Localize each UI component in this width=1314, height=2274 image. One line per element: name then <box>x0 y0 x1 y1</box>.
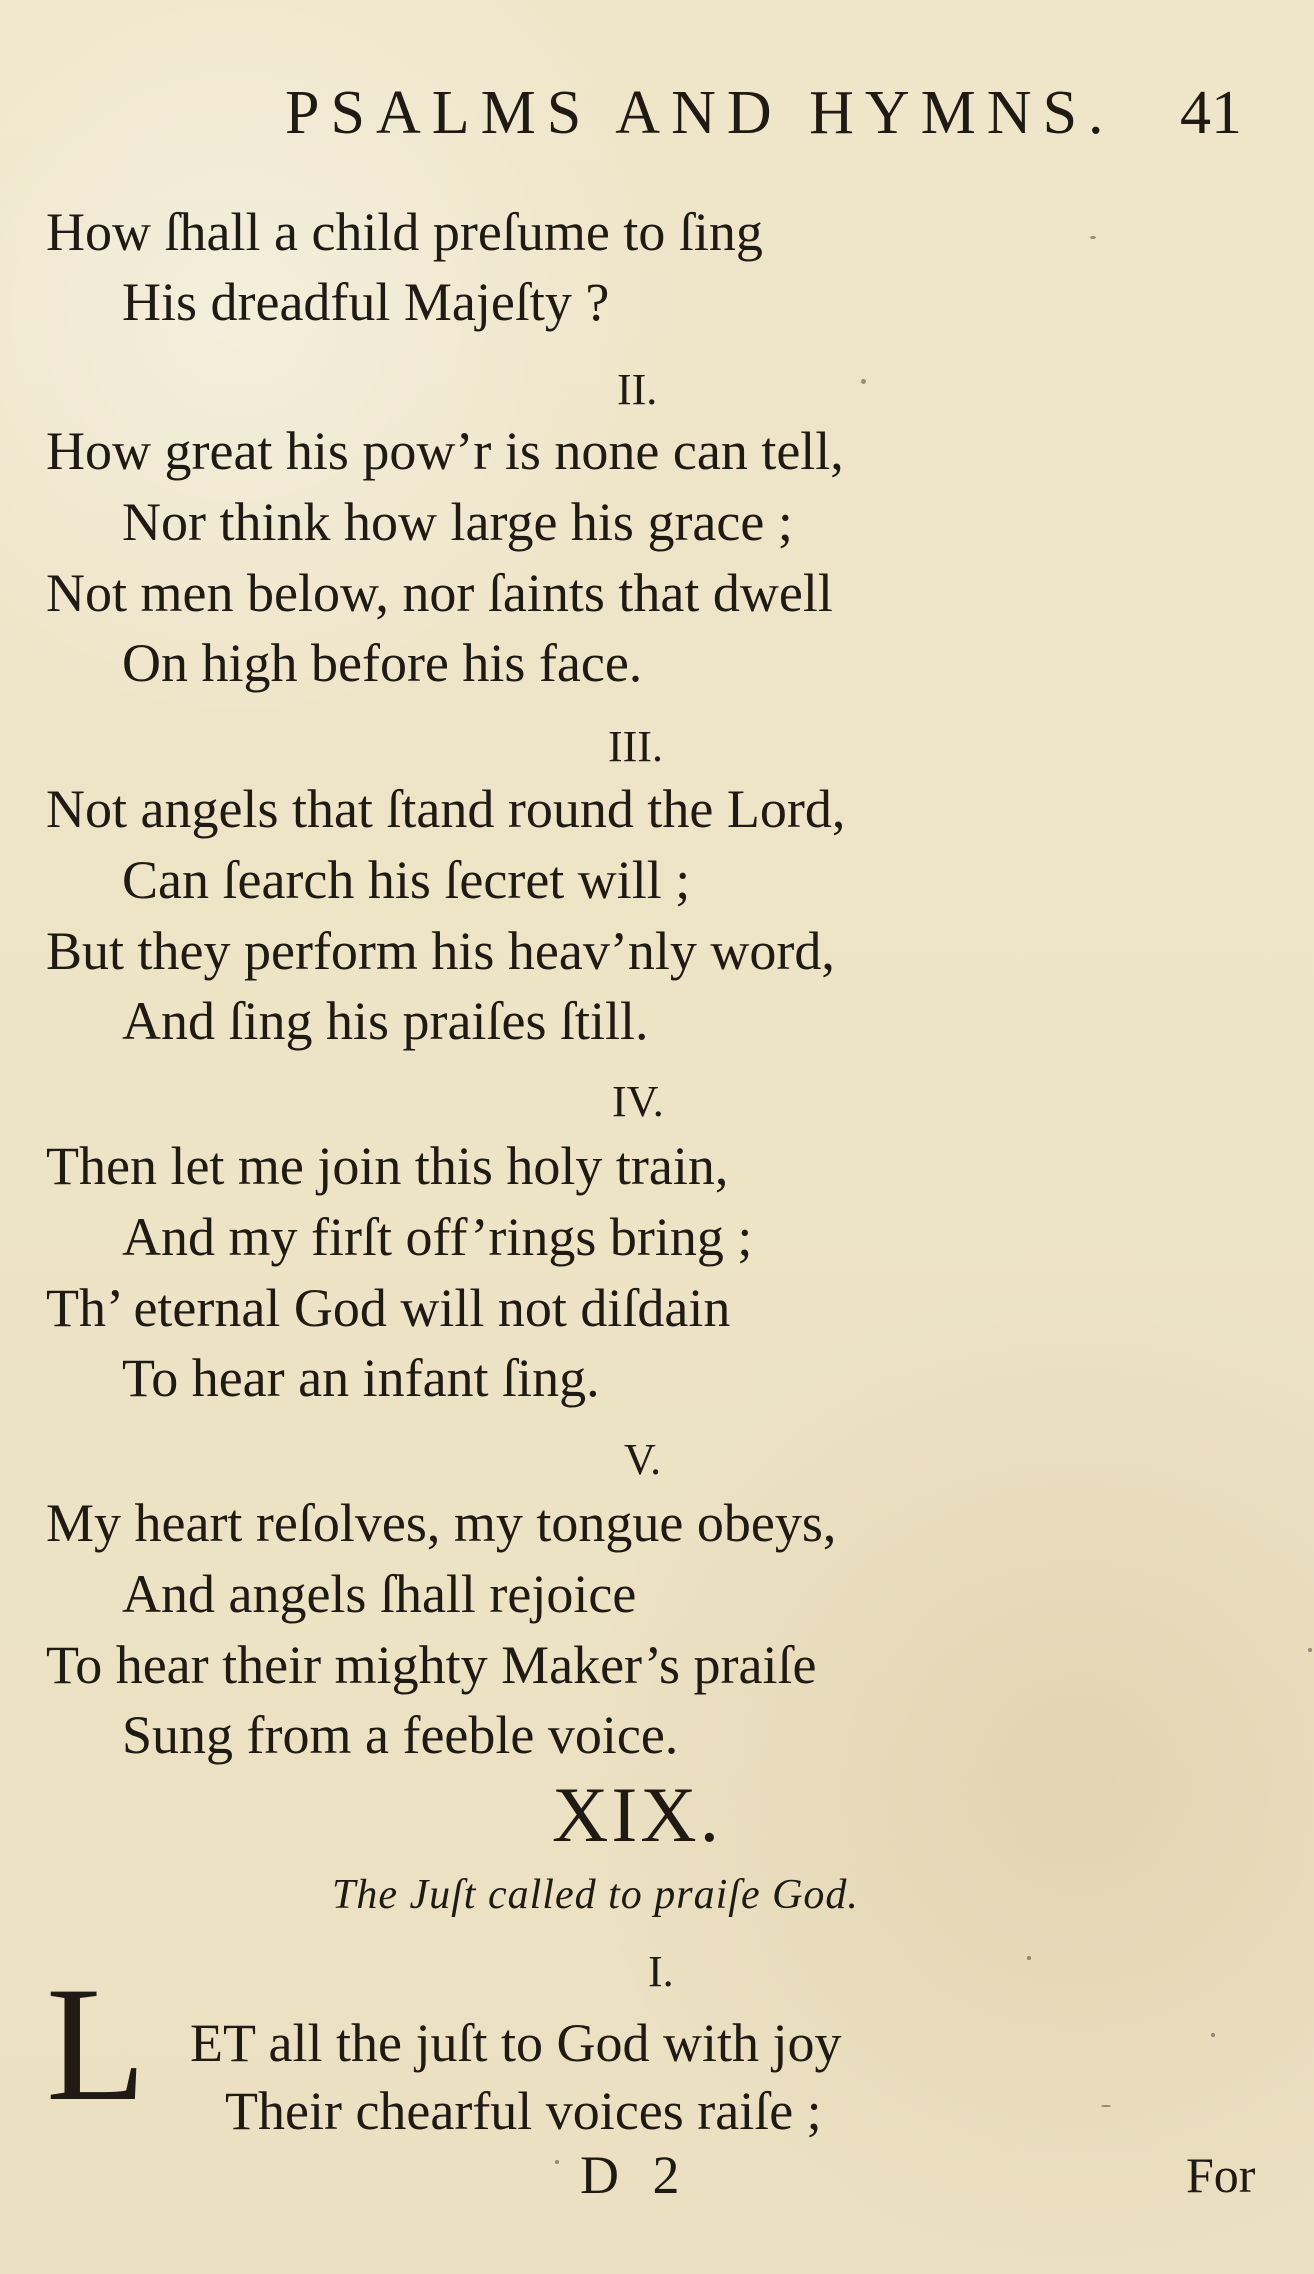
paper-mark <box>1027 1956 1031 1960</box>
paper-mark <box>555 2160 559 2164</box>
paper-mark <box>861 379 866 384</box>
stanza-5-line-1: My heart reſolves, my tongue obeys, <box>46 1493 837 1553</box>
stanza-4-line-3: Th’ eternal God will not diſdain <box>46 1278 731 1338</box>
hymn-line-2: Their chearful voices raiſe ; <box>225 2081 822 2141</box>
hymn-title: The Juſt called to praiſe God. <box>332 1872 859 1918</box>
paper-mark <box>1101 2105 1111 2107</box>
paper-mark <box>1308 1648 1312 1652</box>
stanza-number-ii: II. <box>617 365 658 414</box>
stanza-2-line-3: Not men below, nor ſaints that dwell <box>46 563 833 623</box>
stanza-3-line-2: Can ſearch his ſecret will ; <box>122 850 691 910</box>
stanza-4-line-2: And my firſt off’rings bring ; <box>122 1207 753 1267</box>
running-head: PSALMS AND HYMNS. <box>285 79 1115 147</box>
stanza-4-line-4: To hear an infant ſing. <box>122 1348 600 1408</box>
stanza-2-line-1: How great his pow’r is none can tell, <box>46 421 844 481</box>
stanza-2-line-2: Nor think how large his grace ; <box>122 492 793 552</box>
stanza-5-line-3: To hear their mighty Maker’s praiſe <box>46 1635 817 1695</box>
stanza-5-line-4: Sung from a feeble voice. <box>122 1705 679 1765</box>
stanza-1-line-1: How ſhall a child preſume to ſing <box>46 202 763 262</box>
paper-mark <box>1090 236 1096 239</box>
stanza-3-line-3: But they perform his heav’nly word, <box>46 921 835 981</box>
stanza-3-line-1: Not angels that ſtand round the Lord, <box>46 779 846 839</box>
stanza-number-iv: IV. <box>612 1077 664 1126</box>
paper-mark <box>1211 2033 1215 2037</box>
stanza-1-line-2: His dreadful Majeſty ? <box>122 272 610 332</box>
stanza-4-line-1: Then let me join this holy train, <box>46 1136 729 1196</box>
stanza-2-line-4: On high before his face. <box>122 633 643 693</box>
stanza-3-line-4: And ſing his praiſes ſtill. <box>122 991 649 1051</box>
catchword: For <box>1186 2147 1256 2203</box>
page-number: 41 <box>1180 79 1242 147</box>
hymn-stanza-number-i: I. <box>648 1947 674 1996</box>
stanza-number-v: V. <box>624 1435 662 1484</box>
hymn-number: XIX. <box>552 1771 723 1858</box>
signature-mark: D 2 <box>580 2145 690 2205</box>
stanza-5-line-2: And angels ſhall rejoice <box>122 1564 637 1624</box>
hymn-line-1: ET all the juſt to God with joy <box>190 2013 842 2073</box>
stanza-number-iii: III. <box>608 722 663 771</box>
drop-cap: L <box>46 1954 147 2135</box>
